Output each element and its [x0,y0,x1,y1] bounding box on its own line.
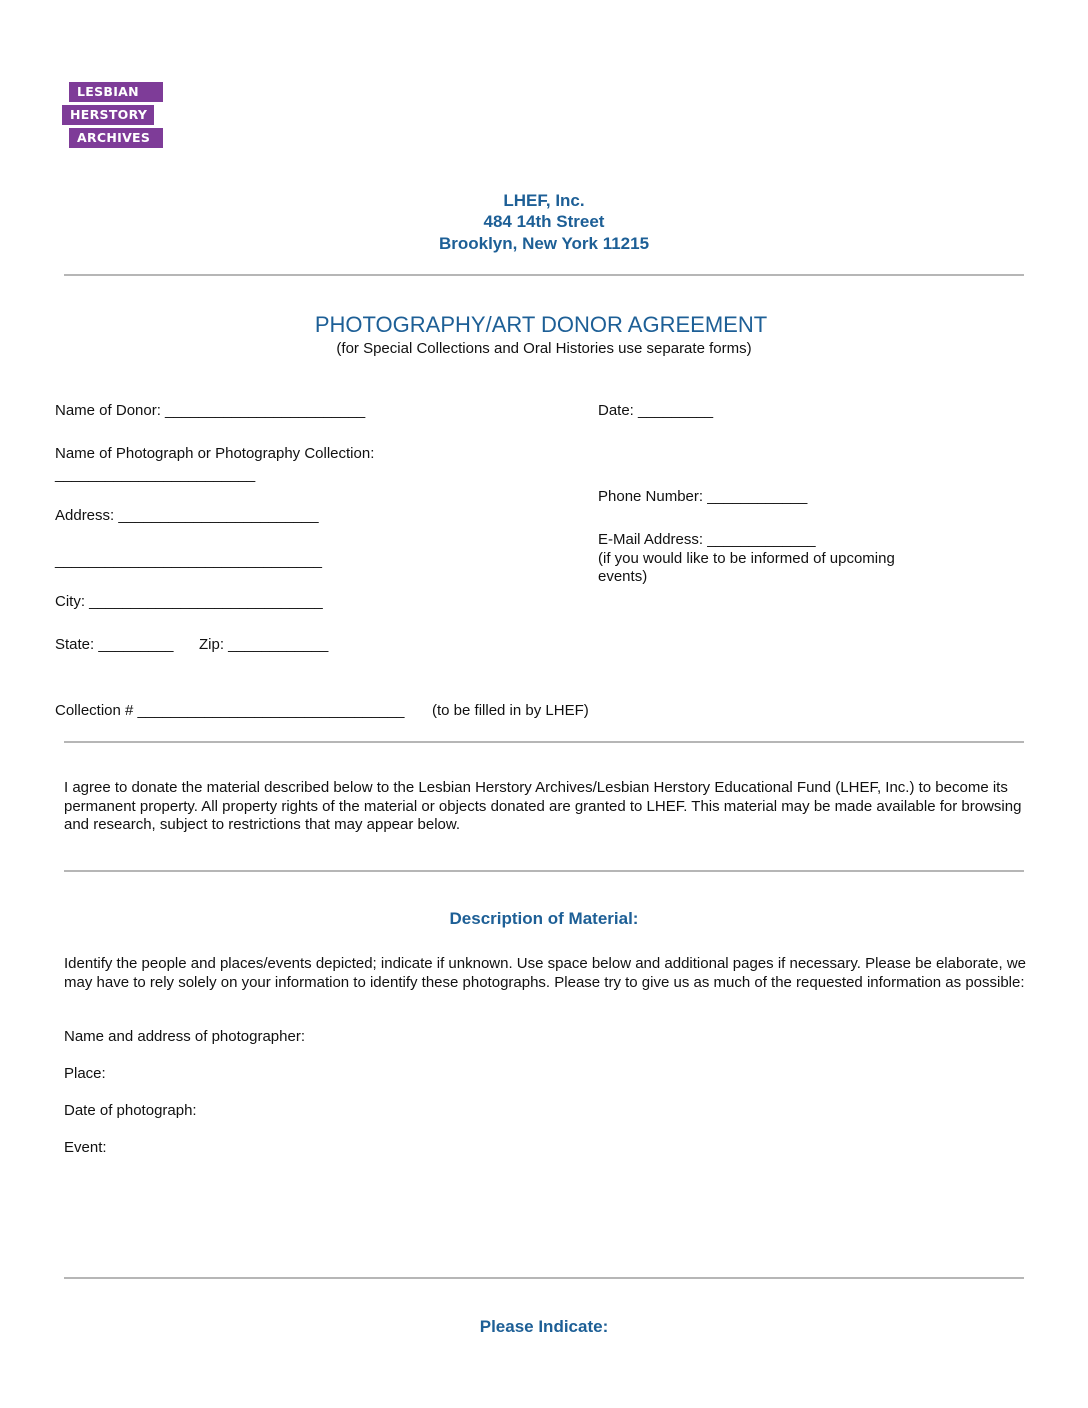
email-field[interactable]: E-Mail Address: _____________ [598,531,816,548]
address-line2-field[interactable]: ________________________________ [55,552,322,569]
place-label: Place: [64,1065,106,1082]
please-indicate-heading: Please Indicate: [479,1317,609,1336]
org-city: Brooklyn, New York 11215 [438,234,650,253]
date-field[interactable]: Date: _________ [598,402,714,419]
photo-collection-label: Name of Photograph or Photography Collection: [55,445,375,462]
email-note-continued: events) [598,568,648,585]
city-field[interactable]: City: ____________________________ [55,593,323,610]
zip-field[interactable]: Zip: ____________ [199,636,329,653]
description-heading: Description of Material: [449,909,639,928]
divider-description [64,1277,1024,1279]
donor-name-field[interactable]: Name of Donor: ________________________ [55,402,366,419]
email-note: (if you would like to be informed of upcoming [598,550,895,567]
logo-line-herstory: HERSTORY [62,105,154,125]
state-field[interactable]: State: _________ [55,636,174,653]
divider-fields [64,741,1024,743]
collection-number-field[interactable]: Collection # ________________________________ [55,702,405,719]
divider-header [64,274,1024,276]
agreement-paragraph: I agree to donate the material described below to the Lesbian Herstory Archives/Lesbian Herstory Educational Fund (LHEF, Inc.) to become its permanent property. All property rights of the material or objects donated are granted to LHEF. This material may be made available for browsing and research, subject to restrictions that may appear below. [64,779,1022,833]
photo-date-label: Date of photograph: [64,1102,197,1119]
page-subtitle: (for Special Collections and Oral Histories use separate forms) [336,340,752,357]
org-street: 484 14th Street [483,212,605,231]
photo-collection-field[interactable]: ________________________ [55,466,256,483]
collection-number-note: (to be filled in by LHEF) [432,702,589,719]
phone-field[interactable]: Phone Number: ____________ [598,488,808,505]
page-title: PHOTOGRAPHY/ART DONOR AGREEMENT [314,312,768,337]
divider-agreement [64,870,1024,872]
logo-line-archives: ARCHIVES [69,128,163,148]
description-instructions: Identify the people and places/events depicted; indicate if unknown. Use space below and additional pages if necessary. Please be elaborate, we may have to rely solely on your information to identify these photographs. Please try to give us as much of the requested information as possible: [64,955,1027,991]
photographer-label: Name and address of photographer: [64,1028,305,1045]
org-name: LHEF, Inc. [503,191,585,210]
address-field[interactable]: Address: ________________________ [55,507,319,524]
logo-line-lesbian: LESBIAN [69,82,163,102]
event-label: Event: [64,1139,107,1156]
